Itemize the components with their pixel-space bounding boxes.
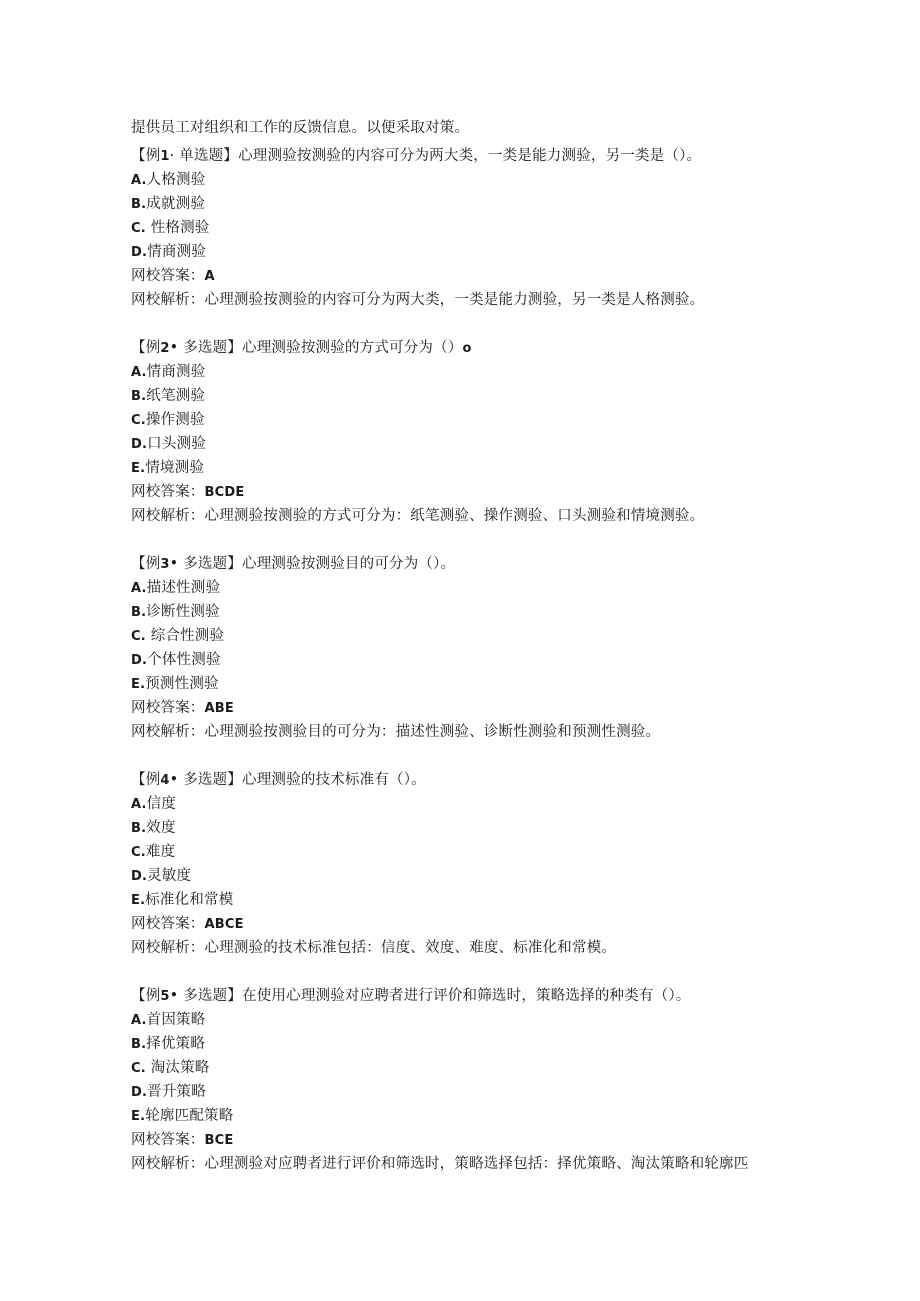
- option-b: [131, 1032, 791, 1056]
- question-number: 4: [160, 773, 170, 788]
- question-4: [131, 768, 791, 960]
- question-type: • 多选题】: [169, 772, 243, 788]
- option-text: 标准化和常模: [145, 892, 234, 908]
- option-a: [131, 576, 791, 600]
- option-key: E.: [131, 677, 146, 692]
- answer-value: BCDE: [204, 485, 245, 500]
- option-c: [131, 216, 791, 240]
- option-text: 个体性测验: [147, 652, 221, 668]
- option-key: C.: [131, 221, 146, 236]
- option-d: [131, 1080, 791, 1104]
- analysis-text: 心理测验按测验的内容可分为两大类，一类是能力测验，另一类是人格测验。: [204, 292, 705, 308]
- answer-label: 网校答案：: [131, 268, 205, 284]
- question-5: [131, 984, 791, 1176]
- option-a: [131, 792, 791, 816]
- option-key: A.: [131, 365, 147, 380]
- option-key: D.: [131, 653, 148, 668]
- option-key: E.: [131, 893, 146, 908]
- option-text: 综合性测验: [145, 628, 225, 644]
- option-text: 信度: [146, 796, 177, 812]
- question-2: [131, 336, 791, 528]
- answer-value: ABCE: [204, 917, 244, 932]
- analysis-label: 网校解析：: [131, 508, 205, 524]
- option-c: [131, 624, 791, 648]
- stem-prefix: 【例: [131, 988, 161, 1004]
- option-b: [131, 816, 791, 840]
- option-key: D.: [131, 869, 148, 884]
- option-text: 淘汰策略: [145, 1060, 210, 1076]
- analysis-line: [131, 720, 791, 744]
- option-d: [131, 864, 791, 888]
- stem-text: 在使用心理测验对应聘者进行评价和筛选时，策略选择的种类有（）。: [242, 988, 691, 1004]
- answer-label: 网校答案：: [131, 916, 205, 932]
- question-1: [131, 144, 791, 312]
- option-d: [131, 648, 791, 672]
- spacer: [131, 312, 791, 336]
- option-key: D.: [131, 245, 148, 260]
- question-stem: [131, 768, 791, 792]
- option-key: B.: [131, 197, 147, 212]
- analysis-label: 网校解析：: [131, 1156, 205, 1172]
- option-text: 效度: [146, 820, 176, 836]
- stem-text: 心理测验按测验的方式可分为（）: [242, 340, 463, 356]
- option-e: [131, 456, 791, 480]
- option-c: [131, 408, 791, 432]
- stem-prefix: 【例: [131, 148, 161, 164]
- option-a: [131, 1008, 791, 1032]
- analysis-label: 网校解析：: [131, 940, 205, 956]
- question-stem: [131, 144, 791, 168]
- option-e: [131, 1104, 791, 1128]
- stem-prefix: 【例: [131, 556, 161, 572]
- answer-line: [131, 912, 791, 936]
- spacer: [131, 744, 791, 768]
- option-key: A.: [131, 797, 147, 812]
- option-d: [131, 432, 791, 456]
- document-page: [131, 116, 791, 1176]
- option-e: [131, 672, 791, 696]
- question-stem: [131, 984, 791, 1008]
- question-number: 3: [160, 557, 170, 572]
- option-text: 成就测验: [146, 196, 206, 212]
- option-key: B.: [131, 605, 147, 620]
- option-text: 情商测验: [147, 244, 206, 260]
- option-key: B.: [131, 821, 147, 836]
- stem-text: 心理测验按测验目的可分为（）。: [242, 556, 456, 572]
- answer-value: ABE: [204, 701, 234, 716]
- answer-value: A: [204, 269, 215, 284]
- analysis-line: [131, 936, 791, 960]
- spacer: [131, 960, 791, 984]
- spacer: [131, 528, 791, 552]
- question-3: [131, 552, 791, 744]
- option-text: 人格测验: [146, 172, 206, 188]
- option-text: 首因策略: [146, 1012, 206, 1028]
- analysis-line: [131, 1152, 791, 1176]
- option-a: [131, 360, 791, 384]
- option-key: C.: [131, 413, 146, 428]
- option-key: E.: [131, 461, 146, 476]
- answer-line: [131, 480, 791, 504]
- answer-label: 网校答案：: [131, 700, 205, 716]
- option-text: 情境测验: [145, 460, 205, 476]
- analysis-text: 心理测验按测验的方式可分为：纸笔测验、操作测验、口头测验和情境测验。: [204, 508, 705, 524]
- option-c: [131, 1056, 791, 1080]
- analysis-label: 网校解析：: [131, 724, 205, 740]
- stem-tail: o: [462, 341, 472, 356]
- question-number: 2: [160, 341, 170, 356]
- answer-line: [131, 1128, 791, 1152]
- question-stem: [131, 552, 791, 576]
- option-key: C.: [131, 629, 146, 644]
- option-text: 轮廓匹配策略: [145, 1108, 234, 1124]
- analysis-line: [131, 288, 791, 312]
- option-c: [131, 840, 791, 864]
- question-type: · 单选题】: [169, 148, 239, 164]
- option-b: [131, 600, 791, 624]
- option-key: C.: [131, 845, 146, 860]
- question-number: 5: [160, 989, 170, 1004]
- analysis-line: [131, 504, 791, 528]
- question-type: • 多选题】: [169, 556, 243, 572]
- option-text: 情商测验: [146, 364, 206, 380]
- answer-label: 网校答案：: [131, 1132, 205, 1148]
- option-text: 性格测验: [145, 220, 210, 236]
- option-d: [131, 240, 791, 264]
- option-b: [131, 384, 791, 408]
- stem-text: 心理测验按测验的内容可分为两大类，一类是能力测验，另一类是（）。: [238, 148, 702, 164]
- option-b: [131, 192, 791, 216]
- option-key: D.: [131, 437, 148, 452]
- question-type: • 多选题】: [169, 988, 243, 1004]
- analysis-text: 心理测验按测验目的可分为：描述性测验、诊断性测验和预测性测验。: [204, 724, 661, 740]
- option-key: A.: [131, 581, 147, 596]
- stem-prefix: 【例: [131, 340, 161, 356]
- question-number: 1: [160, 149, 170, 164]
- option-text: 灵敏度: [147, 868, 192, 884]
- option-text: 择优策略: [146, 1036, 206, 1052]
- stem-text: 心理测验的技术标准有（）。: [242, 772, 426, 788]
- option-key: A.: [131, 1013, 147, 1028]
- option-text: 晋升策略: [147, 1084, 206, 1100]
- option-a: [131, 168, 791, 192]
- stem-prefix: 【例: [131, 772, 161, 788]
- option-text: 口头测验: [147, 436, 206, 452]
- option-text: 纸笔测验: [146, 388, 206, 404]
- option-text: 难度: [145, 844, 176, 860]
- option-e: [131, 888, 791, 912]
- option-key: D.: [131, 1085, 148, 1100]
- option-text: 诊断性测验: [146, 604, 220, 620]
- answer-line: [131, 264, 791, 288]
- analysis-label: 网校解析：: [131, 292, 205, 308]
- question-stem: [131, 336, 791, 360]
- question-type: • 多选题】: [169, 340, 243, 356]
- option-text: 描述性测验: [146, 580, 221, 596]
- option-key: E.: [131, 1109, 146, 1124]
- analysis-text: 心理测验的技术标准包括：信度、效度、难度、标准化和常模。: [204, 940, 617, 956]
- option-text: 操作测验: [145, 412, 205, 428]
- analysis-text: 心理测验对应聘者进行评价和筛选时，策略选择包括：择优策略、淘汰策略和轮廓匹: [204, 1156, 749, 1172]
- intro-paragraph: 提供员工对组织和工作的反馈信息。以便采取对策。: [131, 120, 470, 136]
- option-key: C.: [131, 1061, 146, 1076]
- option-key: B.: [131, 389, 147, 404]
- answer-value: BCE: [204, 1133, 234, 1148]
- option-key: A.: [131, 173, 147, 188]
- option-key: B.: [131, 1037, 147, 1052]
- answer-line: [131, 696, 791, 720]
- answer-label: 网校答案：: [131, 484, 205, 500]
- option-text: 预测性测验: [145, 676, 219, 692]
